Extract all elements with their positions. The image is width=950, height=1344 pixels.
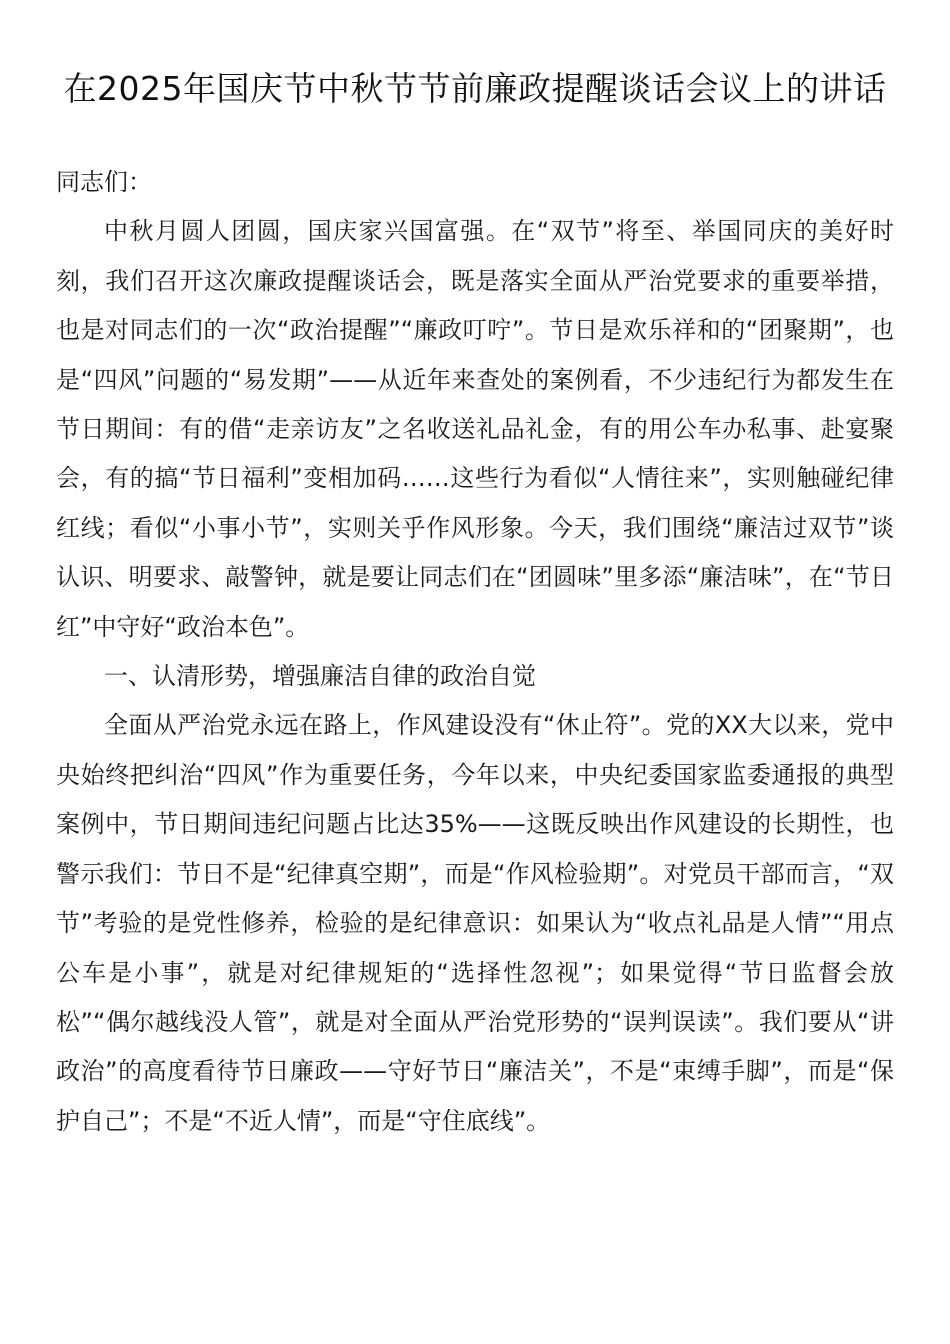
body-paragraph: 全面从严治党永远在路上，作风建设没有“休止符”。党的XX大以来，党中央始终把纠治“四风”作为重要任务，今年以来，中央纪委国家监委通报的典型案例中，节日期间违纪问题占比达35%——这既反映出作风建设的长期性，也警示我们：节日不是“纪律真空期”，而是“作风检验期”。对党员干部而言，“双节”考验的是党性修养，检验的是纪律意识：如果认为“收点礼品是人情”“用点公车是小事”，就是对纪律规矩的“选择性忽视”；如果觉得“节日监督会放松”“偶尔越线没人管”，就是对全面从严治党形势的“误判误读”。我们要从“讲政治”的高度看待节日廉政——守好节日“廉洁关”，不是“束缚手脚”，而是“保护自己”；不是“不近人情”，而是“守住底线”。 (56, 711, 894, 1135)
salutation: 同志们： (56, 168, 152, 196)
section-heading: 一、认清形势，增强廉洁自律的政治自觉 (104, 662, 536, 691)
document-title: 在2025年国庆节中秋节节前廉政提醒谈话会议上的讲话 (63, 69, 887, 108)
document-body (56, 158, 894, 1146)
document-page (56, 62, 894, 1146)
body-paragraph: 中秋月圆人团圆，国庆家兴国富强。在“双节”将至、举国同庆的美好时刻，我们召开这次廉政提醒谈话会，既是落实全面从严治党要求的重要举措，也是对同志们的一次“政治提醒”“廉政叮咛”。节日是欢乐祥和的“团聚期”，也是“四风”问题的“易发期”——从近年来查处的案例看，不少违纪行为都发生在节日期间：有的借“走亲访友”之名收送礼品礼金，有的用公车办私事、赴宴聚会，有的搞“节日福利”变相加码……这些行为看似“人情往来”，实则触碰纪律红线；看似“小事小节”，实则关乎作风形象。今天，我们围绕“廉洁过双节”谈认识、明要求、敲警钟，就是要让同志们在“团圆味”里多添“廉洁味”，在“节日红”中守好“政治本色”。 (56, 217, 894, 641)
